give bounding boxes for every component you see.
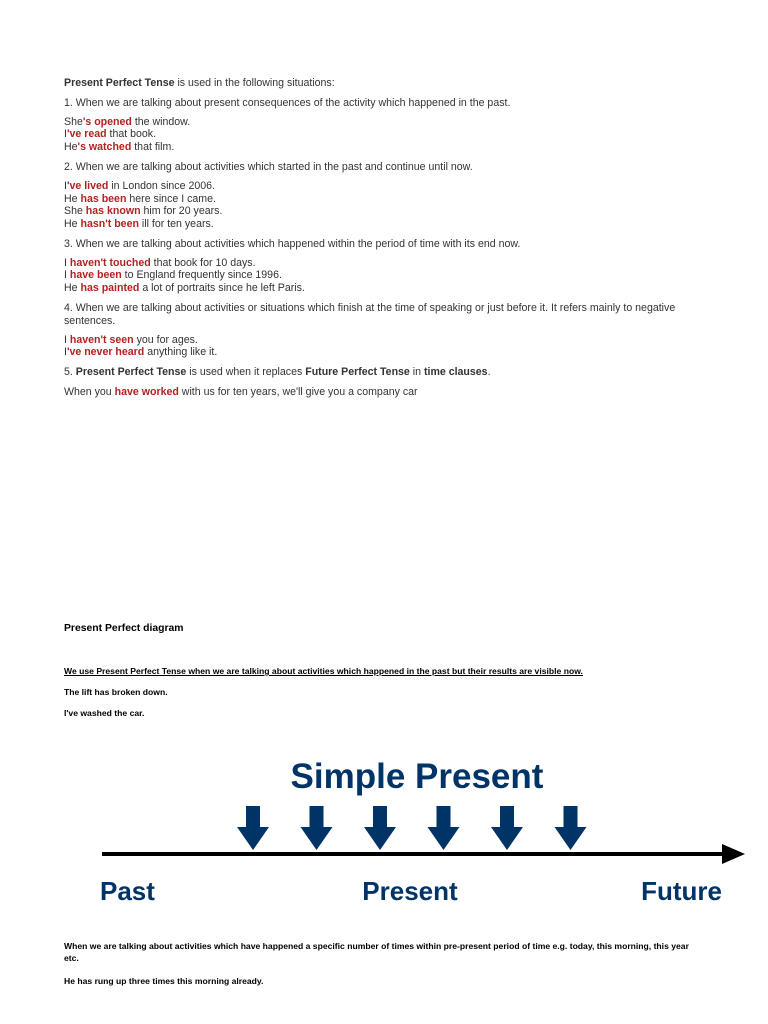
diagram-example-1: The lift has broken down.	[64, 687, 168, 697]
timeline-arrowhead-icon	[722, 844, 745, 864]
s4-example-1: I haven't seen you for ages.	[64, 334, 198, 346]
diagram-example-2: I've washed the car.	[64, 708, 145, 718]
s2-example-4: He hasn't been ill for ten years.	[64, 218, 214, 230]
s3-heading: 3. When we are talking about activities which happened within the period of time with its end now.	[64, 238, 521, 250]
timeline-past-label: Past	[100, 876, 155, 906]
s1-example-3: He's watched that film.	[64, 141, 175, 153]
s1-example-1: She's opened the window.	[64, 116, 191, 128]
s5-example: When you have worked with us for ten years, we'll give you a company car	[64, 386, 418, 398]
diagram-section-title: Present Perfect diagram	[64, 623, 184, 634]
s2-example-1: I've lived in London since 2006.	[64, 180, 215, 192]
footer-line: When we are talking about activities which have happened a specific number of times within pre-present period of time e.g. today, this morning, this year etc.	[64, 941, 689, 963]
s1-heading: 1. When we are talking about present consequences of the activity which happened in the past.	[64, 97, 511, 109]
timeline-future-label: Future	[641, 876, 722, 906]
down-arrow-icon	[364, 806, 396, 850]
diagram-underlined-line: We use Present Perfect Tense when we are talking about activities which happened in the past but their results are visible now.	[64, 666, 583, 676]
s3-example-3: He has painted a lot of portraits since he left Paris.	[64, 282, 305, 294]
down-arrow-icon	[491, 806, 523, 850]
timeline-title: Simple Present	[290, 757, 544, 796]
s1-example-2: I've read that book.	[64, 128, 157, 140]
intro-rest: is used in the following situations:	[174, 77, 335, 89]
timeline-present-label: Present	[362, 876, 458, 906]
down-arrow-icon	[555, 806, 587, 850]
timeline-diagram	[0, 740, 768, 915]
down-arrow-icon	[428, 806, 460, 850]
footer-example: He has rung up three times this morning already.	[64, 976, 264, 986]
down-arrow-icon	[237, 806, 269, 850]
s3-example-1: I haven't touched that book for 10 days.	[64, 257, 256, 269]
intro-line	[64, 77, 335, 90]
s3-example-2: I have been to England frequently since 1996.	[64, 269, 282, 281]
s2-example-3: She has known him for 20 years.	[64, 205, 223, 217]
s4-example-2: I've never heard anything like it.	[64, 346, 218, 358]
s4-heading: 4. When we are talking about activities or situations which finish at the time of speaking or just before it. It refers mainly to negative sentences.	[64, 302, 676, 327]
s2-heading: 2. When we are talking about activities which started in the past and continue until now.	[64, 161, 473, 173]
timeline-arrows	[237, 806, 587, 850]
s5-heading: 5. Present Perfect Tense is used when it replaces Future Perfect Tense in time clauses.	[64, 366, 491, 378]
s2-example-2: He has been here since I came.	[64, 193, 216, 205]
down-arrow-icon	[301, 806, 333, 850]
intro-bold: Present Perfect Tense	[64, 77, 175, 89]
